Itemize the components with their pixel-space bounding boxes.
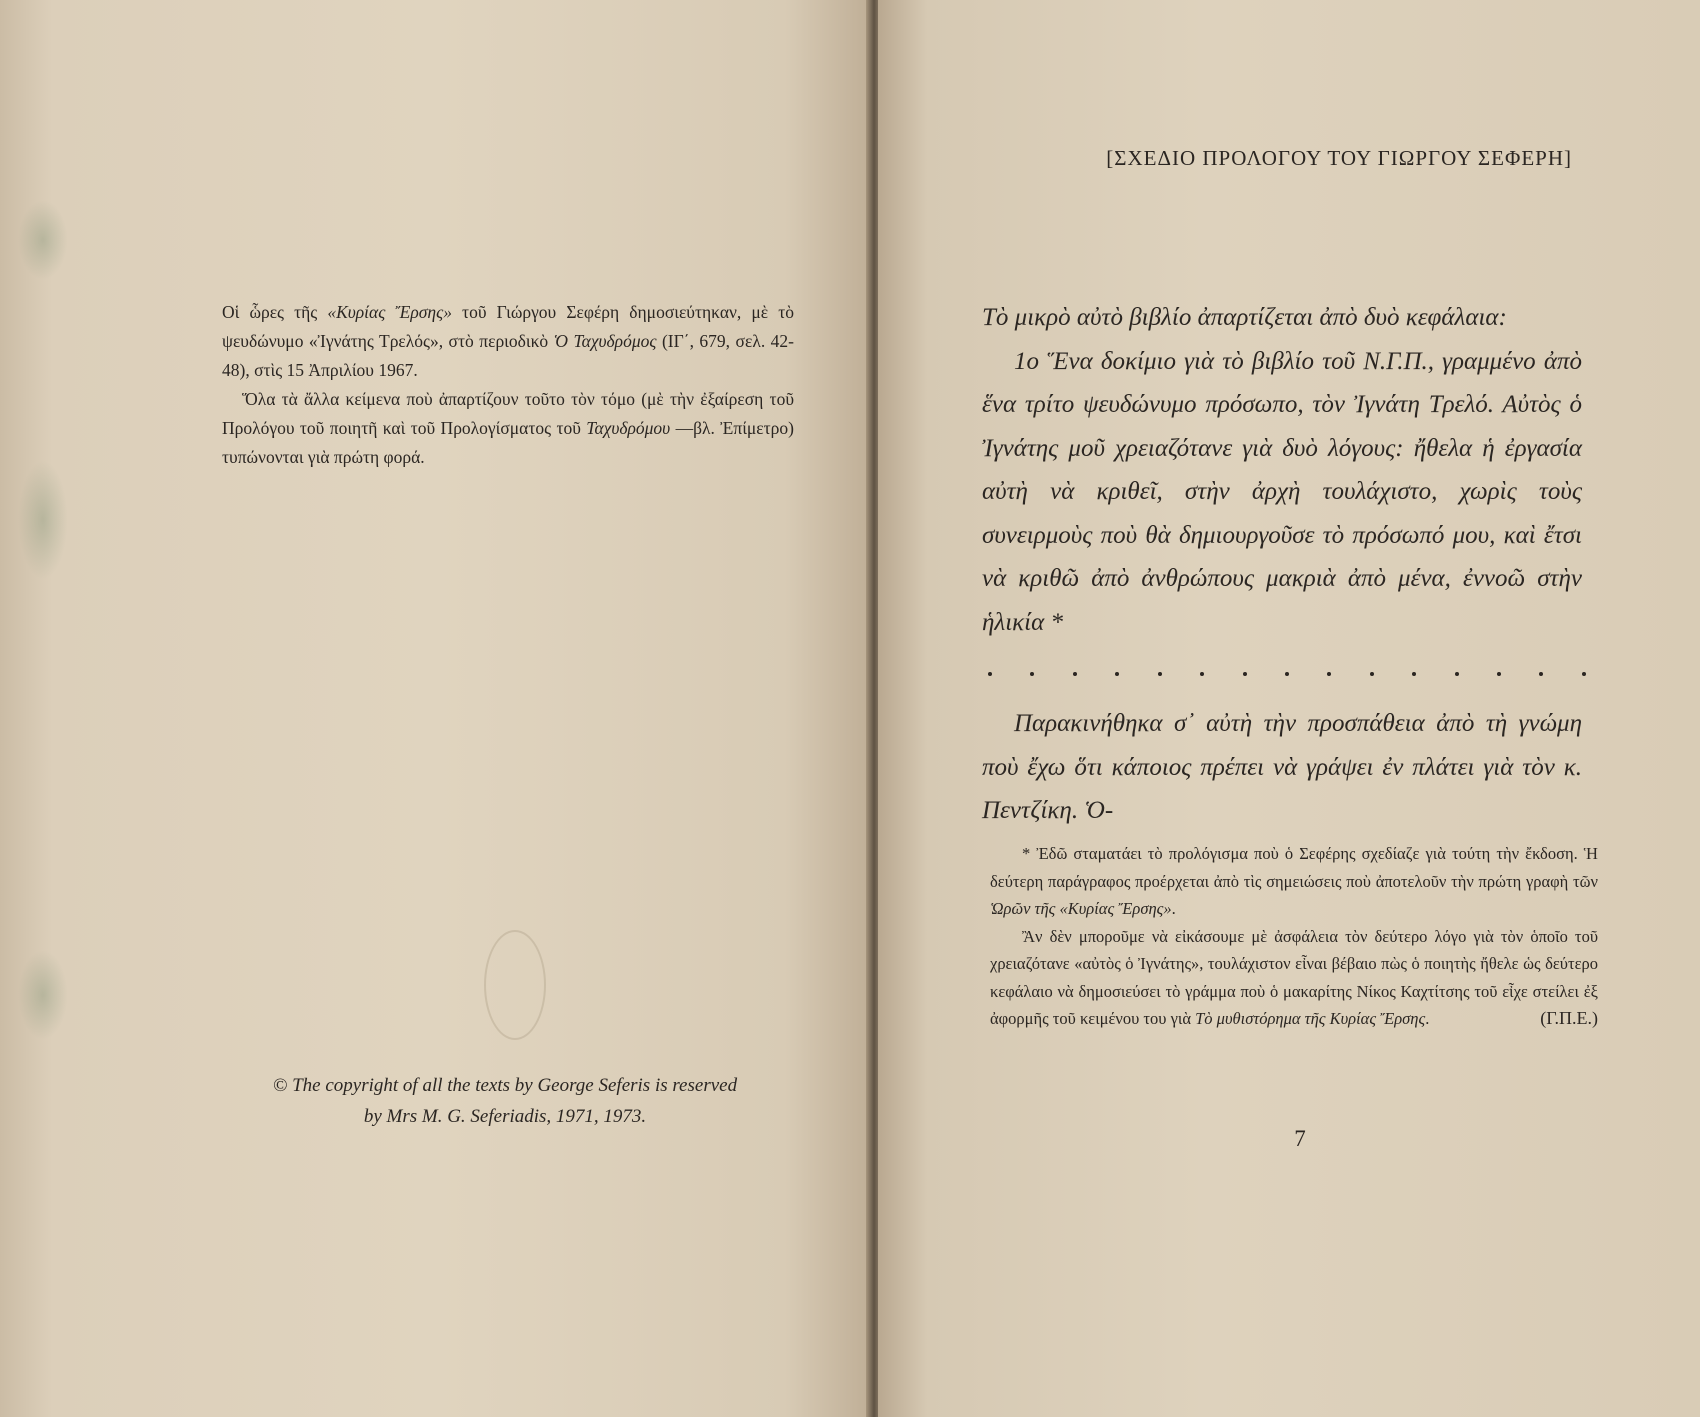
text-run: τοῦ Γιώργου Σεφέρη δημοσιεύτηκαν, μὲ τὸ ψευδώνυμο «Ἰγνάτης Τρελός», στὸ περιοδικὸ	[222, 302, 794, 351]
footnote-2-text	[990, 927, 1598, 1029]
body-paragraph-1: Τὸ μικρὸ αὐτὸ βιβλίο ἀπαρτίζεται ἀπὸ δυὸ κεφάλαια:	[982, 304, 1507, 331]
show-through-ornament	[484, 930, 546, 1040]
italic-title: Τὸ μυθιστόρημα τῆς Κυρίας Ἔρσης	[1195, 1009, 1426, 1028]
copyright-notice	[210, 1070, 800, 1132]
footnote-1	[990, 840, 1598, 923]
main-text	[982, 296, 1582, 644]
text-run: Ἂν δὲν μποροῦμε νὰ εἰκάσουμε μὲ ἀσφάλεια τὸν δεύτερο λόγο γιὰ τὸν ὁποῖο τοῦ χρειαζότανε «αὐτὸς ὁ Ἰγνάτης», τουλάχιστον εἶναι βέβαιο πὼς ὁ ποιητὴς ἤθελε ὡς δεύτερο κεφάλαιο νὰ δημοσιεύσει τὸ γράμμα ποὺ ὁ μακαρίτης Νίκος Καχτίτσης τοῦ εἶχε στείλει ἐξ ἀφορμῆς τοῦ κειμένου του γιὰ	[990, 926, 1598, 1028]
copyright-line-1: © The copyright of all the texts by George Seferis is reserved	[272, 1075, 738, 1096]
text-run: Ὅλα τὰ ἄλλα κείμενα ποὺ ἀπαρτίζουν τοῦτο τὸν τόμο (μὲ τὴν ἐξαίρεση τοῦ Προλόγου τοῦ ποιητῆ καὶ τοῦ Προλογίσματος τοῦ	[222, 389, 794, 438]
italic-title: Ταχυδρόμου	[586, 418, 671, 438]
footnote-2	[990, 923, 1598, 1033]
note-paragraph-1	[222, 298, 794, 385]
page-stain	[18, 200, 68, 280]
italic-title: «Κυρίας Ἔρσης»	[327, 302, 452, 322]
footnote-signature: (Γ.Π.Ε.)	[1540, 1008, 1598, 1028]
body-paragraph-3: Παρακινήθηκα σ᾿ αὐτὴ τὴν προσπάθεια ἀπὸ τὴ γνώμη ποὺ ἔχω ὅτι κάποιος πρέπει νὰ γράψει ἐν πλάτει γιὰ τὸν κ. Πεντζίκη. Ὁ-	[982, 710, 1582, 824]
text-run: (ΙΓ΄, 679, σελ. 42-48), στὶς 15 Ἀπριλίου 1967.	[222, 331, 795, 380]
body-paragraph-2: 1ο Ἕνα δοκίμιο γιὰ τὸ βιβλίο τοῦ Ν.Γ.Π., γραμμένο ἀπὸ ἕνα τρίτο ψευδώνυμο πρόσωπο, τὸν Ἰγνάτη Τρελό. Αὐτὸς ὁ Ἰγνάτης μοῦ χρειαζότανε γιὰ δυὸ λόγους: ἤθελα ἡ ἐργασία αὐτὴ νὰ κριθεῖ, στὴν ἀρχὴ τουλάχιστο, χωρὶς τοὺς συνειρμοὺς ποὺ θὰ δημιουργοῦσε τὸ πρόσωπό μου, καὶ ἔτσι νὰ κριθῶ ἀπὸ ἀνθρώπους μακριὰ ἀπὸ μένα, ἐννοῶ στὴν ἡλικία *	[982, 347, 1582, 636]
italic-title: Ὁ Ταχυδρόμος	[553, 331, 657, 351]
text-run: Οἱ ὧρες τῆς	[222, 302, 328, 322]
text-run: .	[1171, 899, 1176, 918]
copyright-line-2: by Mrs M. G. Seferiadis, 1971, 1973.	[363, 1106, 647, 1127]
publication-note	[222, 298, 794, 472]
main-text-continued	[982, 702, 1582, 833]
running-head: [ΣΧΕΔΙΟ ΠΡΟΛΟΓΟΥ ΤΟΥ ΓΙΩΡΓΟΥ ΣΕΦΕΡΗ]	[1106, 146, 1572, 170]
text-run: —βλ. Ἐπίμετρο) τυπώνονται γιὰ πρώτη φορά.	[222, 418, 794, 467]
page-stain	[18, 950, 68, 1040]
footnotes	[990, 840, 1598, 1033]
italic-title: Ὡρῶν τῆς «Κυρίας Ἔρσης»	[990, 899, 1172, 918]
ellipsis-dots	[988, 672, 1586, 676]
text-run: * Ἐδῶ σταματάει τὸ προλόγισμα ποὺ ὁ Σεφέρης σχεδίαζε γιὰ τούτη τὴν ἔκδοση. Ἡ δεύτερη παράγραφος προέρχεται ἀπὸ τὶς σημειώσεις ποὺ ἀποτελοῦν τὴν πρώτη γραφὴ τῶν	[990, 844, 1598, 891]
page-stain	[18, 460, 68, 580]
note-paragraph-2	[222, 385, 794, 472]
text-run: .	[1425, 1009, 1430, 1028]
page-number: 7	[1294, 1126, 1306, 1151]
